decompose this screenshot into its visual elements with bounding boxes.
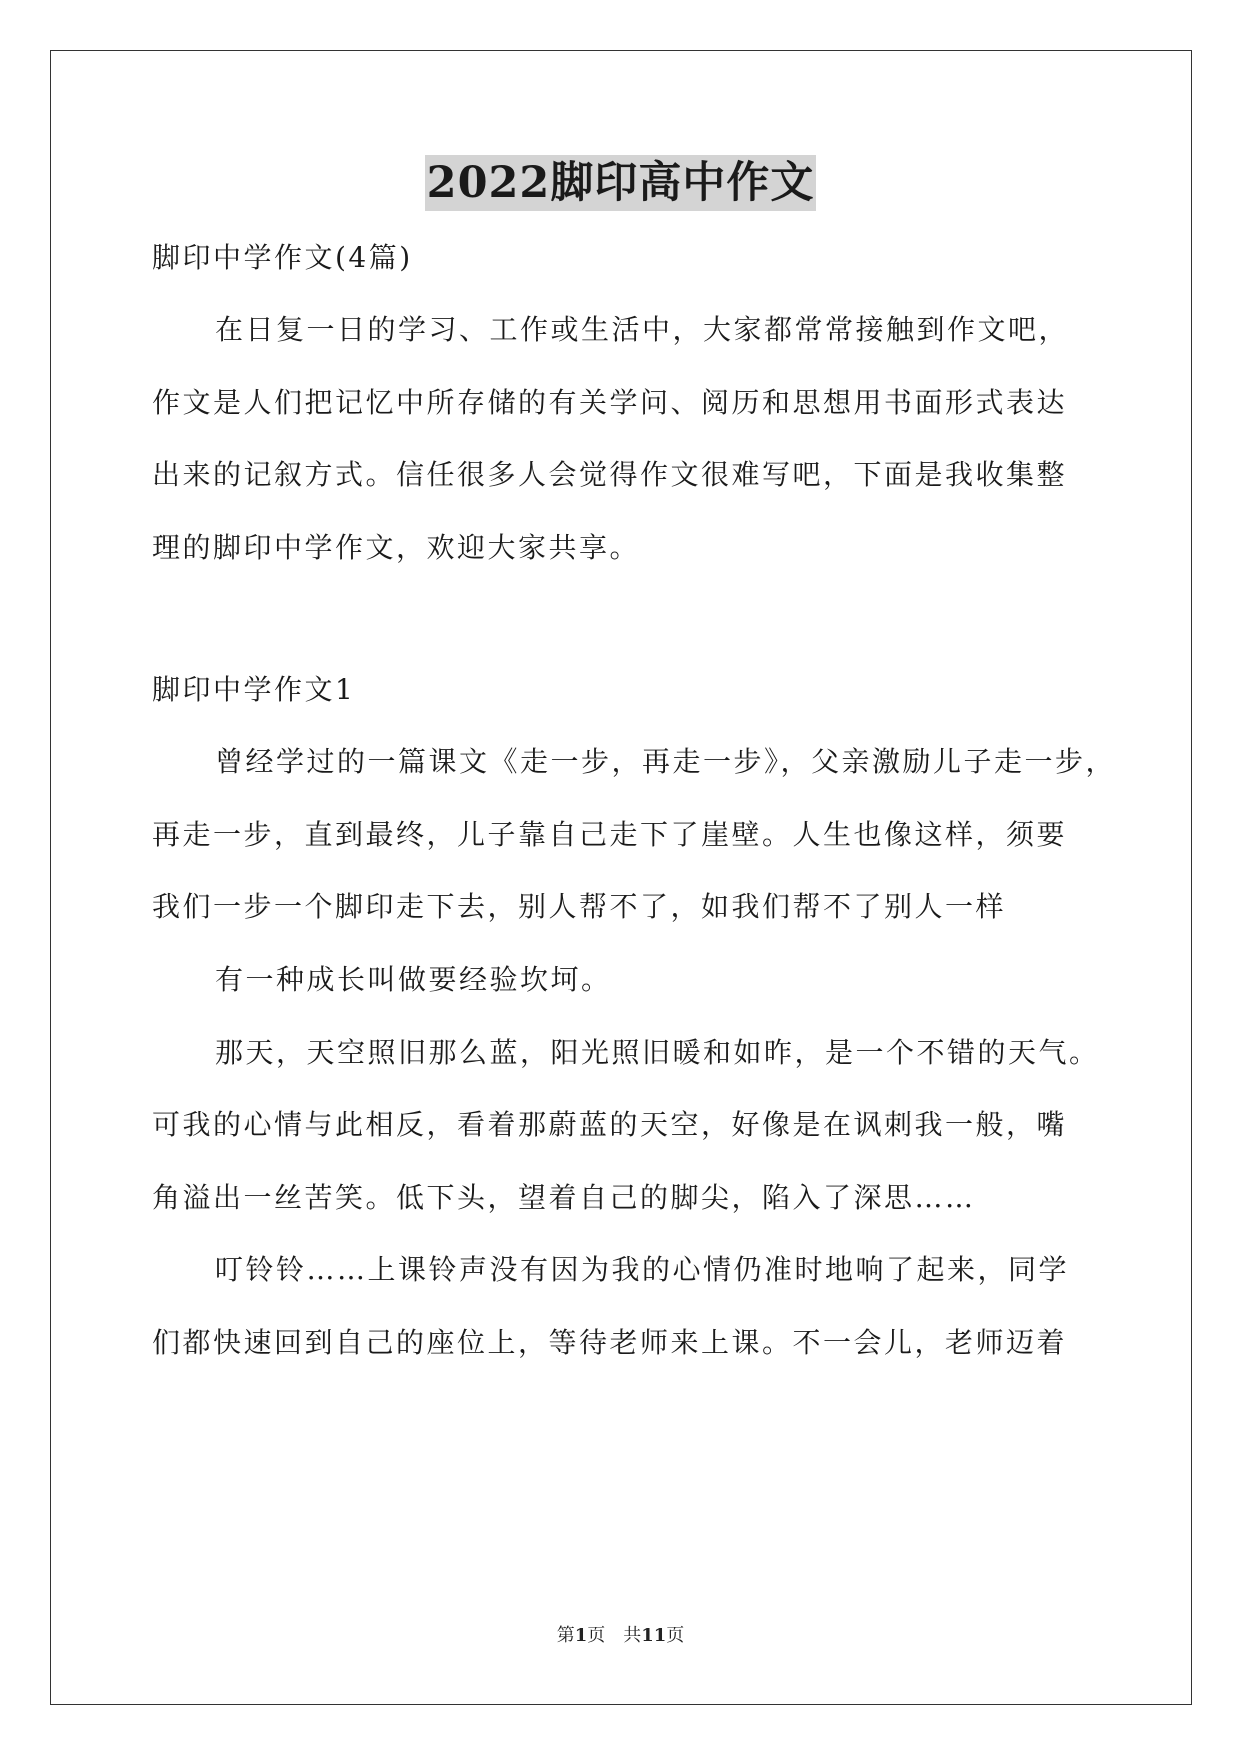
body-line: 角溢出一丝苦笑。低下头，望着自己的脚尖，陷入了深思…… — [152, 1181, 976, 1214]
body-line: 那天，天空照旧那么蓝，阳光照旧暖和如昨，是一个不错的天气。 — [215, 1036, 1100, 1069]
body-line: 有一种成长叫做要经验坎坷。 — [215, 963, 612, 996]
body-line: 我们一步一个脚印走下去，别人帮不了，如我们帮不了别人一样 — [152, 890, 1007, 923]
intro-line: 理的脚印中学作文，欢迎大家共享。 — [152, 531, 641, 564]
page-border — [50, 50, 1192, 1705]
page-current: 1 — [574, 1625, 588, 1646]
body-line: 们都快速回到自己的座位上，等待老师来上课。不一会儿，老师迈着 — [152, 1326, 1068, 1359]
section-heading: 脚印中学作文1 — [152, 673, 356, 706]
body-line: 曾经学过的一篇课文《走一步，再走一步》，父亲激励儿子走一步， — [215, 745, 1117, 778]
title-container — [0, 155, 1241, 211]
body-line: 叮铃铃……上课铃声没有因为我的心情仍准时地响了起来，同学 — [215, 1253, 1070, 1286]
document-title: 2022脚印高中作文 — [425, 155, 817, 211]
page-label-mid: 页 共 — [587, 1625, 642, 1646]
body-line: 可我的心情与此相反，看着那蔚蓝的天空，好像是在讽刺我一般，嘴 — [152, 1108, 1068, 1141]
subtitle: 脚印中学作文(4篇) — [152, 241, 413, 274]
intro-line: 出来的记叙方式。信任很多人会觉得作文很难写吧，下面是我收集整 — [152, 458, 1068, 491]
page-label-prefix: 第 — [556, 1625, 575, 1646]
page-label-suffix: 页 — [666, 1625, 685, 1646]
page-total: 11 — [641, 1625, 667, 1646]
intro-line: 在日复一日的学习、工作或生活中，大家都常常接触到作文吧， — [215, 313, 1070, 346]
intro-line: 作文是人们把记忆中所存储的有关学问、阅历和思想用书面形式表达 — [152, 386, 1068, 419]
page-footer — [0, 1624, 1241, 1648]
body-line: 再走一步，直到最终，儿子靠自己走下了崖壁。人生也像这样，须要 — [152, 818, 1068, 851]
